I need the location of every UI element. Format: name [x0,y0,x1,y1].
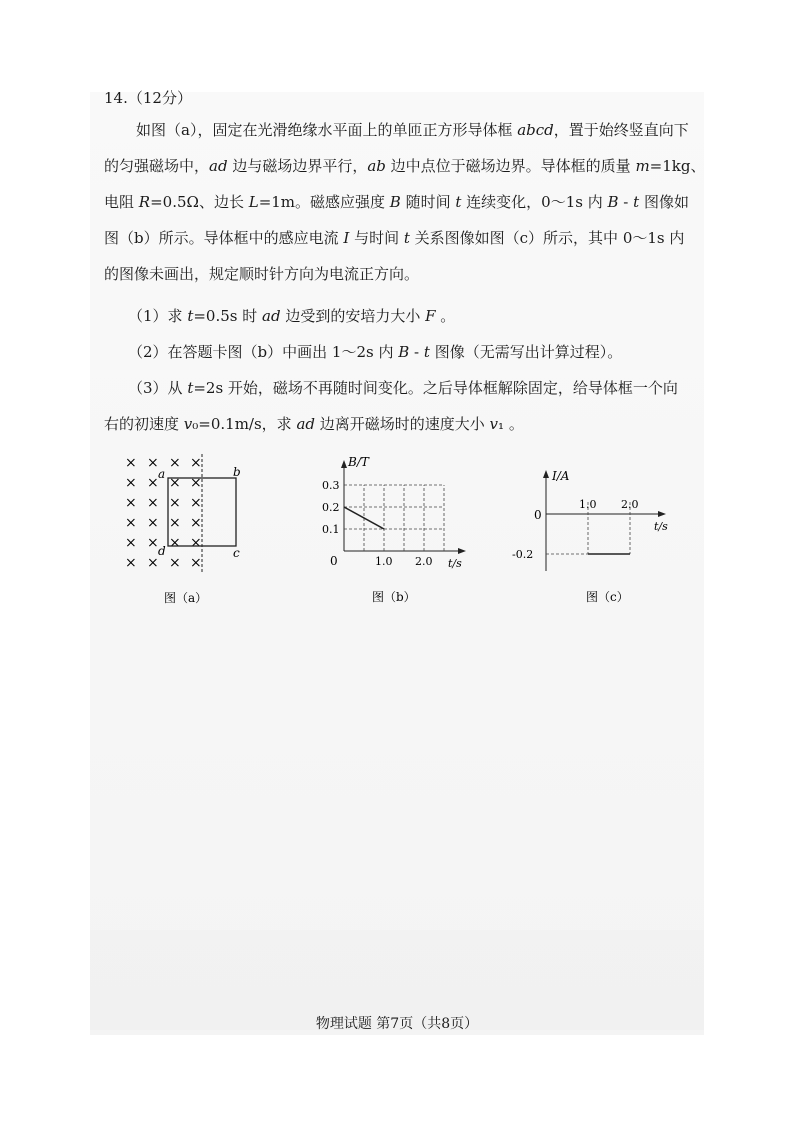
b-x-arrow [458,548,466,554]
text-run: 与时间 [349,229,404,247]
math-symbol: F [425,307,436,325]
text-run: 右的初速度 [104,415,184,433]
b-xlabel: t/s [448,557,462,570]
math-symbol: t [187,307,194,325]
text-run: =0.5s 时 [193,307,263,325]
text-run: （3）从 [128,379,188,397]
field-cross: × [190,455,202,471]
text-run: 边离开磁场时的速度大小 [315,415,490,433]
c-x-arrow [658,511,666,517]
field-cross: × [125,475,137,491]
caption-b: 图（b） [372,590,416,604]
text-run: =1m。磁感应强度 [258,193,390,211]
question-line [128,376,678,400]
field-cross: × [169,475,181,491]
c-tick-labels [512,498,639,561]
text-run: =2s 开始，磁场不再随时间变化。之后导体框解除固定，给导体框一个向 [193,379,678,397]
math-symbol: v [183,415,193,433]
field-cross: × [190,495,202,511]
b-ytick-label: 0.3 [322,479,340,492]
question-line [104,154,705,178]
text-run: =0.5Ω、边长 [150,193,249,211]
text-run: （1）求 [128,307,188,325]
b-ytick-label: 0.2 [322,501,340,514]
field-cross: × [169,495,181,511]
math-symbol: t [633,193,640,211]
text-run: ，置于始终竖直向下 [553,121,689,139]
text-run: 边受到的安培力大小 [280,307,426,325]
text-run: 随时间 [400,193,456,211]
text-run: （2）在答题卡图（b）中画出 1～2s 内 [128,343,399,361]
text-run: - [618,193,634,211]
text-run: 图像（无需写出计算过程）。 [429,343,623,361]
math-symbol: L [248,193,259,211]
b-y-arrow [341,460,347,468]
question-number: 14.（12分） [104,89,192,107]
page-footer: 物理试题 第7页（共8页） [315,1016,479,1032]
b-ylabel: B/T [348,455,369,469]
b-grid [344,485,444,551]
corner-label-a: a [158,467,166,481]
field-cross: × [190,535,202,551]
b-xtick-label: 2.0 [415,555,433,568]
c-xtick-label: 2.0 [621,498,639,511]
math-symbol: ad [262,307,281,325]
figure-b [310,454,470,612]
field-cross: × [169,535,181,551]
c-origin: 0 [534,508,542,522]
math-symbol: v [489,415,499,433]
text-run: 如图（a），固定在光滑绝缘水平面上的单匝正方形导体框 [136,121,518,139]
b-origin: 0 [330,554,338,568]
math-symbol: B [389,193,401,211]
text-run: =1kg、 [649,157,706,175]
b-ytick-label: 0.1 [322,523,340,536]
field-cross: × [147,535,159,551]
field-cross: × [169,555,181,571]
text-run: 边中点位于磁场边界。导体框的质量 [385,157,636,175]
field-cross: × [125,495,137,511]
c-ytick-label: -0.2 [512,548,534,561]
math-symbol: t [187,379,194,397]
math-symbol: ab [367,157,386,175]
math-symbol: ad [209,157,228,175]
text-run: 。 [435,307,456,325]
field-cross: × [190,475,202,491]
math-symbol: t [455,193,462,211]
math-symbol: t [403,229,410,247]
field-cross: × [147,555,159,571]
text-run: 的匀强磁场中， [104,157,210,175]
math-symbol: t [423,343,430,361]
math-symbol: R [138,193,151,211]
field-cross: × [190,555,202,571]
text-run: 电阻 [104,193,139,211]
text-run: - [409,343,424,361]
text-run: ₁ 。 [498,415,524,433]
b-tick-labels [322,479,433,568]
c-xtick-label: 1.0 [579,498,597,511]
text-run: 的图像未画出，规定顺时针方向为电流正方向。 [104,265,420,283]
text-run: 边与磁场边界平行， [227,157,368,175]
c-y-arrow [543,470,549,478]
math-symbol: abcd [517,121,554,139]
field-cross: × [125,455,137,471]
text-run: 图（b）所示。导体框中的感应电流 [104,229,344,247]
c-ylabel: I/A [552,469,570,483]
math-symbol: ad [296,415,315,433]
text-run: 连续变化，0～1s 内 [461,193,608,211]
question-line [128,304,455,328]
question-line [104,262,419,286]
figure-c [510,466,680,612]
b-xtick-label: 1.0 [375,555,393,568]
question-line [136,118,689,142]
math-symbol: B [607,193,619,211]
text-run: 关系图像如图（c）所示，其中 0～1s 内 [409,229,685,247]
field-cross: × [147,495,159,511]
corner-label-d: d [158,544,166,558]
caption-a: 图（a） [164,591,208,605]
question-line [104,190,689,214]
field-cross: × [125,515,137,531]
corner-label-b: b [233,465,241,479]
field-cross: × [169,455,181,471]
field-cross: × [147,515,159,531]
text-run: ₀=0.1m/s，求 [192,415,297,433]
field-cross: × [125,535,137,551]
question-line [104,226,684,250]
text-run: 图像如 [639,193,689,211]
field-cross: × [190,515,202,531]
question-line [104,412,524,436]
math-symbol: B [398,343,410,361]
question-line [128,340,622,364]
c-xlabel: t/s [654,520,668,533]
field-cross: × [147,475,159,491]
figure-a [118,450,258,610]
math-symbol: I [343,229,350,247]
math-symbol: m [635,157,650,175]
corner-label-c: c [233,546,240,560]
caption-c: 图（c） [586,590,629,604]
field-cross: × [147,455,159,471]
field-cross: × [169,515,181,531]
field-cross: × [125,555,137,571]
